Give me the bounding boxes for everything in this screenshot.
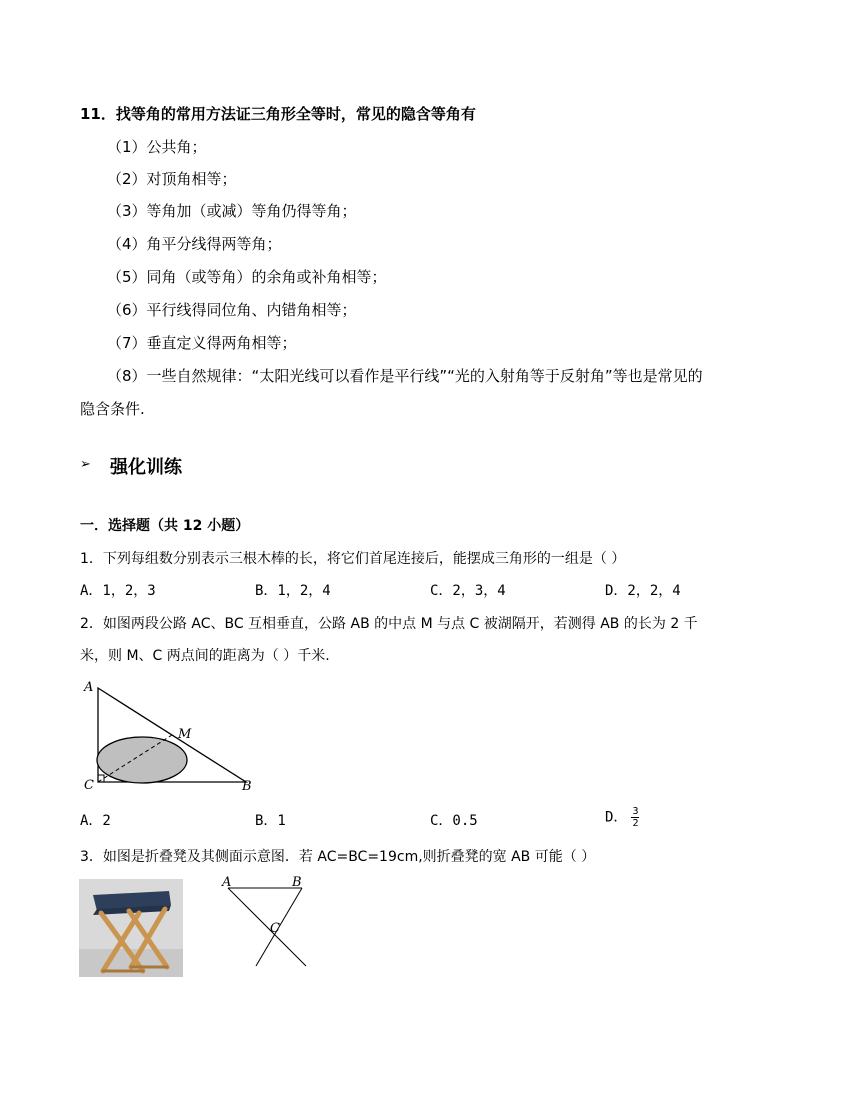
section-11-item-8-line-2: 隐含条件. — [80, 400, 145, 418]
label-b: B — [292, 875, 302, 890]
question-1-stem: 1．下列每组数分别表示三根木棒的长，将它们首尾连接后，能摆成三角形的一组是（ ） — [80, 551, 626, 567]
label-a: A — [84, 680, 94, 695]
section-11-item-5: （5）同角（或等角）的余角或补角相等； — [107, 268, 387, 286]
question-2-option-b: B．1 — [255, 813, 286, 829]
question-3-figure — [218, 874, 318, 972]
section-11-item-3: （3）等角加（或减）等角仍得等角； — [107, 202, 357, 220]
question-2-option-c: C．0.5 — [430, 813, 478, 829]
question-3-stem: 3．如图是折叠凳及其侧面示意图．若 AC=BC=19cm,则折叠凳的宽 AB 可能（ ） — [80, 849, 596, 865]
leg-through-a — [228, 888, 306, 966]
question-1-option-d: D．2，2，4 — [605, 583, 681, 599]
label-c: C — [270, 921, 280, 936]
training-heading: 强化训练 — [110, 457, 182, 478]
question-1-option-b: B．1，2，4 — [255, 583, 331, 599]
label-c: C — [84, 778, 94, 793]
section-11-item-1: （1）公共角； — [107, 138, 207, 156]
question-2-option-d — [605, 806, 639, 829]
lake-ellipse — [97, 737, 187, 783]
question-1-option-a: A．1，2，3 — [80, 583, 156, 599]
section-11-item-6: （6）平行线得同位角、内错角相等； — [107, 301, 357, 319]
fraction-three-halves — [631, 806, 639, 829]
fraction-numerator: 3 — [632, 806, 639, 817]
label-m: M — [178, 727, 192, 742]
section-11-item-2: （2）对顶角相等； — [107, 170, 237, 188]
section-11-item-7: （7）垂直定义得两角相等； — [107, 334, 297, 352]
arrow-bullet-icon: ➢ — [80, 457, 91, 472]
section-11-title: 11．找等角的常用方法证三角形全等时，常见的隐含等角有 — [80, 105, 476, 123]
fraction-denominator: 2 — [632, 818, 639, 829]
question-2-stem-line-2: 米，则 M、C 两点间的距离为（ ）千米. — [80, 648, 330, 664]
question-2-option-a: A．2 — [80, 813, 111, 829]
question-1-option-c: C．2，3，4 — [430, 583, 506, 599]
section-11-item-8-line-1: （8）一些自然规律：“太阳光线可以看作是平行线”“光的入射角等于反射角”等也是常见的 — [107, 367, 703, 385]
folding-stool-photo — [79, 879, 183, 977]
section-11-item-4: （4）角平分线得两等角； — [107, 235, 282, 253]
part-1-title: 一．选择题（共 12 小题） — [80, 518, 250, 534]
label-b: B — [242, 779, 252, 794]
label-a: A — [222, 875, 232, 890]
question-2-stem-line-1: 2．如图两段公路 AC、BC 互相垂直，公路 AB 的中点 M 与点 C 被湖隔开，若测得 AB 的长为 2 千 — [80, 616, 698, 632]
question-2-option-d-prefix: D． — [605, 809, 628, 826]
question-2-figure — [78, 676, 268, 794]
